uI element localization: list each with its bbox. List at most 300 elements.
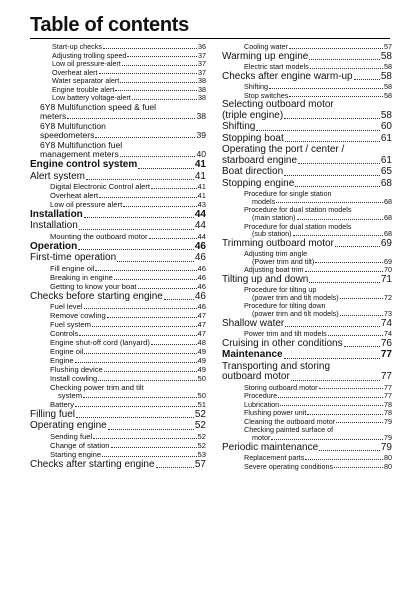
toc-page-number: 38	[198, 93, 206, 103]
toc-entry[interactable]	[30, 242, 206, 253]
dot-leader	[75, 362, 197, 363]
toc-entry[interactable]	[222, 167, 392, 178]
toc-entry[interactable]	[30, 201, 206, 209]
toc-entry-title: Procedure for dual station models	[244, 221, 352, 231]
toc-entry[interactable]	[222, 286, 392, 301]
toc-entry-title: Checks after engine warm-up	[222, 70, 353, 82]
toc-entry-title: Stopping boat	[222, 132, 284, 144]
dot-leader	[151, 188, 197, 189]
toc-entry[interactable]	[30, 357, 206, 365]
toc-entry[interactable]	[30, 253, 206, 264]
toc-entry-title: Low oil pressure alert	[50, 199, 123, 209]
toc-page-number: 70	[384, 265, 392, 275]
toc-page-number: 46	[197, 263, 206, 273]
toc-entry-title: Adjusting trolling speed	[52, 50, 127, 60]
toc-entry[interactable]	[222, 339, 392, 350]
toc-entry[interactable]	[30, 330, 206, 338]
toc-entry-title: Change of station	[50, 440, 110, 450]
dot-leader	[319, 450, 380, 451]
dot-leader	[84, 353, 196, 354]
toc-page-number: 50	[197, 391, 206, 400]
toc-entry[interactable]	[222, 362, 392, 383]
toc-entry[interactable]	[222, 409, 392, 417]
toc-entry[interactable]	[30, 384, 206, 400]
dot-leader	[92, 326, 197, 327]
toc-entry-title-cont: (sub station)	[252, 229, 292, 239]
dot-leader	[285, 141, 380, 142]
toc-entry-title: Fill engine oil	[50, 263, 95, 273]
toc-entry[interactable]	[30, 410, 206, 421]
toc-page-number: 41	[197, 182, 206, 192]
toc-entry[interactable]	[222, 179, 392, 190]
toc-page-number: 80	[384, 461, 392, 471]
dot-leader	[67, 118, 195, 119]
toc-entry[interactable]	[222, 454, 392, 462]
dot-leader	[75, 406, 196, 407]
dot-leader	[271, 439, 383, 440]
dot-leader	[310, 68, 383, 69]
toc-entry[interactable]	[30, 221, 206, 232]
toc-entry[interactable]	[30, 94, 206, 102]
toc-page-number: 37	[198, 50, 206, 60]
dot-leader	[297, 219, 383, 220]
toc-entry[interactable]	[222, 350, 392, 361]
toc-page-number: 37	[198, 67, 206, 77]
dot-leader	[315, 262, 383, 263]
dot-leader	[138, 288, 197, 289]
dot-leader	[79, 229, 194, 230]
toc-entry[interactable]	[222, 418, 392, 426]
dot-leader	[76, 417, 194, 418]
toc-entry-title: Installation	[30, 220, 78, 232]
toc-entry-title: Transporting and storing	[222, 360, 331, 372]
toc-entry-title: Checking painted surface of	[244, 425, 334, 435]
toc-entry[interactable]	[222, 43, 392, 51]
toc-page-number: 69	[380, 237, 392, 249]
toc-entry-title: Replacement parts	[244, 453, 305, 463]
toc-entry[interactable]	[222, 443, 392, 454]
toc-entry-title: Boat direction	[222, 166, 284, 178]
toc-page-number: 44	[197, 231, 206, 241]
toc-page-number: 46	[197, 272, 206, 282]
toc-entry-title-cont: motor	[252, 433, 271, 442]
dot-leader	[123, 206, 196, 207]
toc-entry-title: Procedure for dual station models	[244, 205, 352, 215]
toc-page-number: 46	[197, 281, 206, 291]
toc-entry-title: Warming up engine	[222, 50, 309, 62]
toc-entry[interactable]	[222, 401, 392, 409]
toc-entry-title: Controls	[50, 329, 79, 339]
toc-entry[interactable]	[30, 460, 206, 471]
toc-entry[interactable]	[30, 233, 206, 241]
dot-leader	[256, 130, 380, 131]
title-rule	[30, 38, 390, 39]
toc-entry-title: Operating engine	[30, 420, 107, 432]
dot-leader	[84, 308, 197, 309]
toc-entry-title: Severe operating conditions	[244, 461, 334, 471]
toc-entry[interactable]	[222, 83, 392, 91]
toc-entry[interactable]	[30, 192, 206, 200]
dot-leader	[354, 79, 380, 80]
toc-entry-title-cont: (triple engine)	[222, 109, 284, 121]
toc-entry-title: Lubrication	[244, 399, 280, 409]
toc-entry-title: Storing outboard motor	[244, 382, 318, 392]
dot-leader	[328, 335, 383, 336]
toc-entry-title: Tilting up and down	[222, 273, 309, 285]
toc-entry[interactable]	[30, 321, 206, 329]
toc-page-number: 68	[380, 177, 392, 189]
toc-entry-title: Starting engine	[50, 449, 102, 459]
toc-page-number: 60	[380, 121, 392, 133]
toc-entry-title: Shallow water	[222, 317, 285, 329]
toc-page-number: 79	[384, 433, 392, 442]
dot-leader	[309, 59, 380, 60]
toc-entry[interactable]	[222, 206, 392, 221]
toc-page-number: 77	[384, 391, 392, 401]
dot-leader	[108, 429, 194, 430]
dot-leader	[83, 397, 196, 398]
toc-page-number: 38	[198, 76, 206, 86]
toc-page-number: 49	[197, 347, 206, 357]
toc-entry[interactable]	[30, 210, 206, 221]
toc-entry-title: Electric start models	[244, 62, 309, 72]
toc-page-number: 58	[384, 82, 392, 92]
toc-page-number: 49	[197, 365, 206, 375]
toc-entry[interactable]	[222, 134, 392, 145]
toc-entry-title-cont: meters	[40, 110, 67, 121]
dot-leader	[78, 249, 194, 250]
dot-leader	[340, 315, 383, 316]
toc-page-number: 79	[380, 441, 392, 453]
dot-leader	[95, 270, 196, 271]
toc-entry-title-cont: (power trim and tilt models)	[252, 309, 339, 318]
dot-leader	[284, 358, 380, 359]
toc-entry[interactable]	[222, 92, 392, 100]
toc-entry[interactable]	[30, 69, 206, 77]
toc-entry[interactable]	[222, 275, 392, 286]
dot-leader	[95, 137, 195, 138]
toc-entry[interactable]	[30, 442, 206, 450]
toc-entry[interactable]	[30, 283, 206, 291]
toc-entry-title: Operating the port / center /	[222, 144, 345, 156]
toc-entry-title: Filling fuel	[30, 408, 76, 420]
toc-entry-title: First-time operation	[30, 252, 117, 264]
dot-leader	[284, 118, 380, 119]
toc-entry[interactable]	[222, 426, 392, 441]
toc-entry-title-cont: (main station)	[252, 212, 296, 222]
toc-entry-title: 6Y8 Multifunction	[40, 120, 106, 131]
dot-leader	[309, 282, 380, 283]
toc-page-number: 78	[384, 408, 392, 418]
toc-entry-title: Cooling water	[244, 42, 288, 51]
toc-page-number: 57	[194, 458, 206, 470]
toc-entry-title: Overheat alert	[50, 191, 99, 200]
toc-entry-title: Water separator alert	[52, 76, 120, 86]
toc-entry-title: Install cowling	[50, 374, 98, 384]
toc-entry-title: Maintenance	[222, 349, 283, 361]
dot-leader	[335, 246, 380, 247]
toc-page-number: 78	[384, 399, 392, 409]
dot-leader	[93, 438, 196, 439]
dot-leader	[107, 317, 197, 318]
toc-entry-title: Shifting	[244, 82, 268, 92]
dot-leader	[276, 202, 383, 203]
toc-page-number: 48	[197, 338, 206, 348]
toc-entry[interactable]	[30, 339, 206, 347]
toc-page-number: 36	[198, 42, 206, 51]
toc-entry-title: Power trim and tilt models	[244, 329, 327, 339]
toc-entry-title: Engine oil	[50, 347, 84, 357]
dot-leader	[102, 456, 196, 457]
toc-page-number: 76	[380, 337, 392, 349]
toc-entry[interactable]	[30, 292, 206, 303]
dot-leader	[278, 397, 383, 398]
dot-leader	[298, 163, 380, 164]
toc-entry-title: Flushing device	[50, 365, 103, 375]
toc-entry[interactable]	[222, 250, 392, 265]
toc-page-number: 38	[196, 110, 206, 121]
toc-entry[interactable]	[222, 223, 392, 238]
toc-page-number: 74	[380, 317, 392, 329]
toc-entry[interactable]	[30, 312, 206, 320]
dot-leader	[103, 48, 197, 49]
toc-entry[interactable]	[30, 366, 206, 374]
toc-entry[interactable]	[30, 141, 206, 159]
toc-entry-title: Procedure	[244, 391, 278, 401]
dot-leader	[305, 459, 383, 460]
toc-entry[interactable]	[222, 145, 392, 166]
toc-entry-title: Battery	[50, 399, 75, 409]
toc-entry[interactable]	[30, 348, 206, 356]
toc-entry-title: Checking power trim and tilt	[50, 383, 144, 393]
toc-page-number: 38	[198, 84, 206, 94]
toc-entry-title: Checks before starting engine	[30, 290, 163, 302]
toc-entry-title: Engine shut-off cord (lanyard)	[50, 338, 150, 348]
toc-page-number: 65	[380, 166, 392, 178]
toc-page-number: 43	[197, 199, 206, 209]
toc-entry-title: Selecting outboard motor	[222, 99, 334, 111]
toc-entry-title: Trimming outboard motor	[222, 237, 334, 249]
toc-page-number: 40	[196, 149, 206, 160]
dot-leader	[79, 335, 196, 336]
toc-entry-title-cont: system	[58, 391, 83, 400]
dot-leader	[284, 175, 380, 176]
toc-entry[interactable]	[30, 375, 206, 383]
toc-entry[interactable]	[222, 302, 392, 317]
dot-leader	[104, 371, 197, 372]
toc-entry[interactable]	[30, 433, 206, 441]
toc-page-number: 52	[194, 408, 206, 420]
dot-leader	[293, 235, 383, 236]
dot-leader	[336, 422, 383, 423]
toc-page-number: 68	[384, 212, 392, 222]
toc-page-number: 52	[197, 431, 206, 441]
toc-entry-title: Digital Electronic Control alert	[50, 182, 151, 192]
toc-page-number: 46	[197, 302, 206, 312]
toc-page-number: 77	[380, 371, 392, 383]
dot-leader	[151, 344, 197, 345]
toc-entry-title: Engine trouble alert	[52, 84, 115, 94]
dot-leader	[117, 261, 194, 262]
toc-page-number: 39	[196, 129, 206, 140]
toc-column-left	[30, 42, 206, 470]
toc-page-number: 79	[384, 416, 392, 426]
toc-entry[interactable]	[30, 303, 206, 311]
toc-page-number: 46	[194, 252, 206, 264]
toc-page-number: 53	[197, 449, 206, 459]
dot-leader	[285, 326, 380, 327]
toc-entry[interactable]	[222, 72, 392, 83]
toc-entry[interactable]	[30, 265, 206, 273]
toc-entry[interactable]	[30, 160, 206, 171]
toc-entry[interactable]	[30, 172, 206, 183]
toc-page-number: 71	[380, 273, 392, 285]
toc-entry-title-cont: models	[252, 196, 276, 206]
toc-entry[interactable]	[222, 392, 392, 400]
toc-page-number: 73	[384, 309, 392, 318]
dot-leader	[307, 414, 383, 415]
toc-entry-title-cont: starboard engine	[222, 154, 298, 166]
toc-entry-title: Start-up checks	[52, 42, 102, 51]
toc-entry-title: Procedure for single station	[244, 189, 332, 199]
toc-entry-title-cont: (Power trim and tilt)	[252, 256, 315, 266]
toc-entry-title: Stop switches	[244, 90, 289, 100]
toc-entry-title: Cleaning the outboard motor	[244, 416, 336, 426]
toc-entry-title: Periodic maintenance	[222, 441, 319, 453]
dot-leader	[149, 238, 197, 239]
toc-entry[interactable]	[30, 274, 206, 282]
dot-leader	[132, 99, 197, 100]
toc-entry-title: Fuel system	[50, 320, 91, 330]
dot-leader	[138, 168, 194, 169]
toc-entry-title: Shifting	[222, 121, 256, 133]
toc-entry[interactable]	[30, 43, 206, 51]
toc-entry[interactable]	[222, 52, 392, 63]
toc-entry-title: Flushing power unit	[244, 408, 307, 418]
toc-page-number: 58	[380, 109, 392, 121]
toc-page-number: 41	[194, 170, 206, 182]
dot-leader	[120, 156, 196, 157]
toc-entry[interactable]	[222, 100, 392, 121]
dot-leader	[99, 197, 196, 198]
toc-entry[interactable]	[222, 330, 392, 338]
toc-entry-title: Remove cowling	[50, 311, 106, 321]
dot-leader	[334, 467, 383, 468]
toc-page-number: 50	[197, 374, 206, 384]
toc-entry[interactable]	[30, 122, 206, 140]
dot-leader	[111, 447, 197, 448]
toc-entry[interactable]	[30, 451, 206, 459]
toc-entry[interactable]	[222, 239, 392, 250]
dot-leader	[86, 179, 194, 180]
toc-page-number: 61	[380, 132, 392, 144]
toc-entry-title: Overheat alert	[52, 67, 98, 77]
toc-entry-title: Adjusting trim angle	[244, 249, 308, 259]
toc-entry[interactable]	[222, 190, 392, 205]
dot-leader	[120, 82, 197, 83]
toc-entry-title: Checks after starting engine	[30, 458, 155, 470]
toc-entry-title: Procedure for tilting up	[244, 285, 317, 295]
dot-leader	[122, 65, 197, 66]
toc-page-number: 77	[384, 382, 392, 392]
toc-entry-title: Low battery voltage-alert	[52, 93, 131, 103]
toc-entry[interactable]	[30, 86, 206, 94]
toc-page-number: 47	[197, 329, 206, 339]
toc-entry[interactable]	[222, 463, 392, 471]
dot-leader	[164, 299, 194, 300]
toc-page-number: 52	[194, 420, 206, 432]
toc-page-number: 37	[198, 59, 206, 69]
toc-entry[interactable]	[222, 384, 392, 392]
dot-leader	[289, 48, 383, 49]
toc-entry-title: Procedure for tilting down	[244, 301, 326, 311]
toc-page-number: 44	[194, 220, 206, 232]
toc-entry-title: Low oil pressure-alert	[52, 59, 121, 69]
toc-page-number: 44	[194, 208, 206, 220]
toc-page-number: 49	[197, 356, 206, 366]
toc-entry[interactable]	[30, 103, 206, 121]
toc-entry-title: 6Y8 Multifunction fuel	[40, 140, 123, 150]
toc-page-number: 52	[197, 440, 206, 450]
toc-entry[interactable]	[30, 421, 206, 432]
dot-leader	[98, 380, 196, 381]
toc-page-number: 51	[197, 399, 206, 409]
toc-page-number: 46	[194, 240, 206, 252]
toc-entry[interactable]	[30, 52, 206, 60]
dot-leader	[344, 346, 380, 347]
toc-entry-title: Engine control system	[30, 159, 138, 171]
toc-page-number: 57	[384, 42, 392, 51]
toc-entry-title: Alert system	[30, 170, 86, 182]
dot-leader	[340, 298, 383, 299]
toc-entry[interactable]	[30, 77, 206, 85]
toc-entry-title: Getting to know your boat	[50, 281, 137, 291]
toc-entry[interactable]	[30, 183, 206, 191]
toc-entry-title-cont: (power trim and tilt models)	[252, 292, 339, 302]
toc-page-number: 46	[194, 290, 206, 302]
toc-entry-title: Breaking in engine	[50, 272, 113, 282]
dot-leader	[305, 271, 383, 272]
toc-entry-title: Engine	[50, 356, 74, 366]
toc-entry[interactable]	[222, 63, 392, 71]
toc-entry-title: Cruising in other conditions	[222, 337, 343, 349]
toc-page-number: 61	[380, 154, 392, 166]
toc-entry-title: 6Y8 Multifunction speed & fuel	[40, 101, 157, 112]
toc-page-number: 80	[384, 453, 392, 463]
toc-entry-title: Fuel level	[50, 302, 83, 312]
dot-leader	[99, 73, 197, 74]
toc-entry[interactable]	[222, 266, 392, 274]
toc-entry-title: Adjusting boat trim	[244, 265, 304, 275]
toc-page-number: 58	[380, 70, 392, 82]
toc-entry-title: Mounting the outboard motor	[50, 231, 148, 241]
dot-leader	[280, 405, 383, 406]
toc-entry-title: Stopping engine	[222, 177, 295, 189]
toc-entry-title: Operation	[30, 240, 78, 252]
toc-entry-title-cont: outboard motor	[222, 371, 290, 383]
dot-leader	[289, 96, 383, 97]
toc-entry-title-cont: speedometers	[40, 129, 95, 140]
dot-leader	[127, 56, 197, 57]
toc-entry[interactable]	[222, 122, 392, 133]
toc-entry[interactable]	[30, 401, 206, 409]
toc-page-number: 47	[197, 320, 206, 330]
toc-entry[interactable]	[30, 60, 206, 68]
toc-entry-title: Sending fuel	[50, 431, 93, 441]
toc-entry[interactable]	[222, 319, 392, 330]
toc-page-number: 47	[197, 311, 206, 321]
dot-leader	[291, 380, 380, 381]
